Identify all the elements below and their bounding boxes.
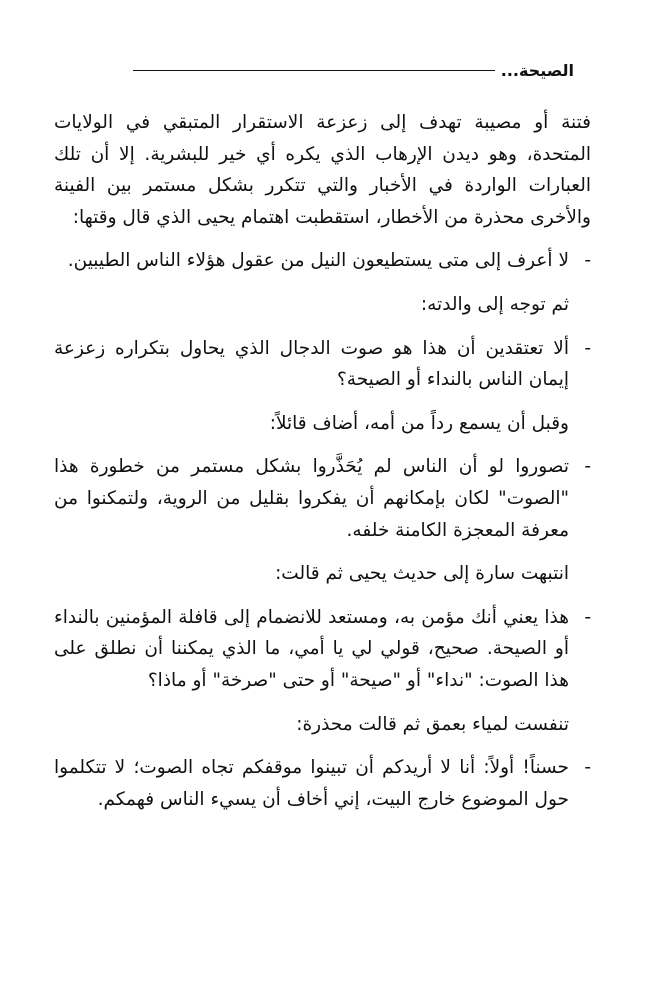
- dialogue-text-1: لا أعرف إلى متى يستطيعون النيل من عقول هؤلاء الناس الطيبين.: [67, 250, 569, 272]
- dialogue-text-4: هذا يعني أنك مؤمن به، ومستعد للانضمام إلى قافلة المؤمنين بالنداء أو الصيحة. صحيح، قولي لي يا أمي، ما الذي يمكننا أن نطلق على هذا الصوت: "نداء" أو "صيحة" أو حتى "صرخة" أو ماذا؟: [54, 606, 569, 691]
- header-rule: [133, 70, 495, 71]
- spacer: [54, 321, 591, 333]
- spacer: [54, 697, 591, 709]
- dialogue-line-3: [54, 451, 591, 546]
- dialogue-dash: -: [584, 250, 591, 272]
- spacer: [54, 396, 591, 408]
- spacer: [54, 546, 591, 558]
- dialogue-dash: -: [584, 757, 591, 779]
- spacer: [54, 233, 591, 245]
- page-body: [54, 107, 591, 815]
- dialogue-text-5: حسناً! أولاً: أنا لا أريدكم أن تبينوا موقفكم تجاه الصوت؛ لا تتكلموا حول الموضوع خارج البيت، إني أخاف أن يسيء الناس فهمكم.: [54, 757, 569, 810]
- spacer: [54, 740, 591, 752]
- dialogue-text-2: ألا تعتقدين أن هذا هو صوت الدجال الذي يحاول بتكراره زعزعة إيمان الناس بالنداء أو الصيحة؟: [54, 337, 569, 391]
- dialogue-dash: -: [584, 337, 591, 359]
- spacer: [54, 277, 591, 289]
- running-header: [133, 57, 574, 83]
- dialogue-line-4: [54, 602, 591, 697]
- narration-2: وقبل أن يسمع رداً من أمه، أضاف قائلاً:: [269, 412, 569, 434]
- dialogue-text-3: تصوروا لو أن الناس لم يُحَذَّروا بشكل مستمر من خطورة هذا "الصوت" لكان بإمكانهم أن يفكروا بقليل من الروية، ولتمكنوا من معرفة المعجزة الكامنة خلفه.: [54, 456, 569, 541]
- spacer: [54, 439, 591, 451]
- narration-3: انتبهت سارة إلى حديث يحيى ثم قالت:: [275, 563, 569, 585]
- narration-4: تنفست لمياء بعمق ثم قالت محذرة:: [296, 713, 569, 735]
- dialogue-line-1: [54, 245, 591, 277]
- running-header-title: الصيحة...: [500, 60, 574, 80]
- dialogue-dash: -: [584, 456, 591, 478]
- paragraph-1: فتنة أو مصيبة تهدف إلى زعزعة الاستقرار المتبقي في الولايات المتحدة، وهو ديدن الإرهاب الذي يكره أي خير للبشرية. إلا أن تلك العبارات الواردة في الأخبار والتي تتكرر بشكل مستمر بين الفينة والأخرى محذرة من الأخطار، استقطبت اهتمام يحيى الذي قال وقتها:: [54, 112, 591, 228]
- spacer: [54, 590, 591, 602]
- dialogue-dash: -: [584, 606, 591, 628]
- narration-1: ثم توجه إلى والدته:: [420, 293, 569, 315]
- dialogue-line-2: [54, 333, 591, 396]
- dialogue-line-5: [54, 752, 591, 815]
